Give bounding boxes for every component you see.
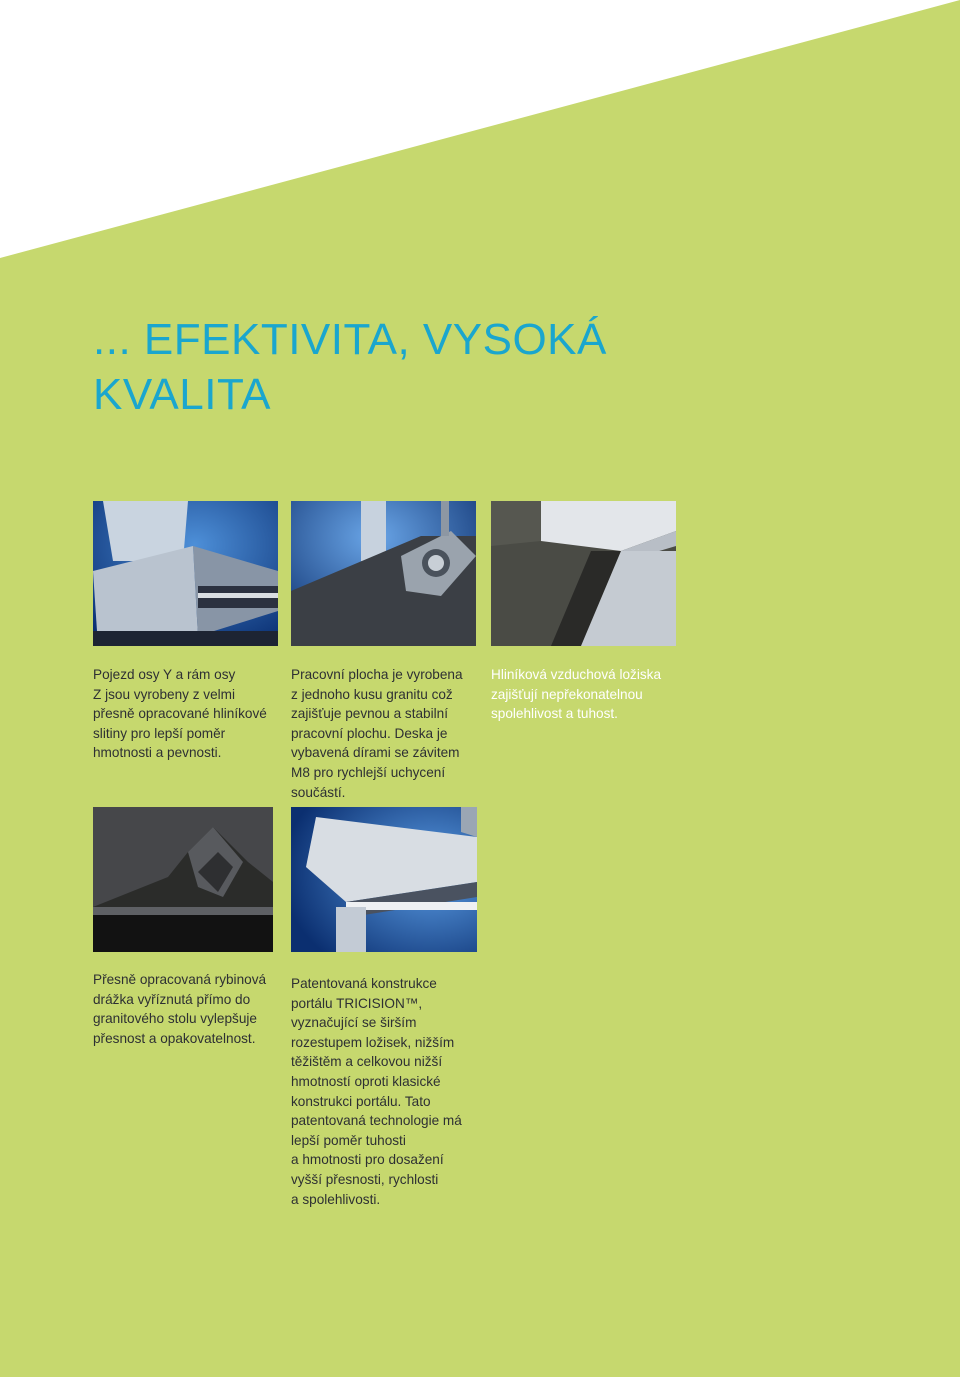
caption-line: Patentovaná konstrukce — [291, 976, 437, 991]
caption-air-bearing — [491, 665, 661, 724]
caption-line: granitového stolu vylepšuje — [93, 1011, 257, 1027]
heading-line-1: ... EFEKTIVITA, VYSOKÁ — [93, 315, 607, 364]
caption-line: hmotností oproti klasické — [291, 1073, 441, 1089]
caption-line: slitiny pro lepší poměr — [93, 725, 226, 741]
caption-line: přesnost a opakovatelnost. — [93, 1030, 256, 1046]
caption-line: z jednoho kusu granitu což — [291, 686, 453, 702]
caption-line: konstrukci portálu. Tato — [291, 1093, 431, 1109]
air-bearing-photo — [491, 501, 676, 646]
caption-tricision-gantry — [291, 974, 462, 1209]
caption-line: hmotnosti a pevnosti. — [93, 745, 222, 761]
caption-line: pracovní plochu. Deska je — [291, 725, 448, 741]
caption-line: lepší poměr tuhosti — [291, 1132, 406, 1148]
caption-line: drážka vyříznutá přímo do — [93, 991, 251, 1007]
caption-line: Z jsou vyrobeny z velmi — [93, 686, 236, 702]
caption-line: přesně opracované hliníkové — [93, 706, 267, 722]
caption-line: Přesně opracovaná rybinová — [93, 972, 267, 987]
caption-line: rozestupem ložisek, nižším — [291, 1034, 455, 1050]
caption-line: spolehlivost a tuhost. — [491, 706, 618, 722]
caption-line: Pojezd osy Y a rám osy — [93, 667, 236, 682]
caption-line: zajišťují nepřekonatelnou — [491, 686, 643, 702]
caption-line: Pracovní plocha je vyrobena — [291, 667, 463, 682]
granite-work-table-photo — [291, 501, 476, 646]
caption-line: těžištěm a celkovou nižší — [291, 1054, 443, 1070]
caption-line: patentovaná technologie má — [291, 1113, 462, 1129]
caption-line: součástí. — [291, 784, 346, 800]
caption-line: a spolehlivosti. — [291, 1191, 381, 1207]
caption-line: vybavená dírami se závitem — [291, 745, 460, 761]
caption-line: zajišťuje pevnou a stabilní — [291, 706, 448, 722]
dovetail-groove-photo — [93, 807, 273, 952]
caption-line: a hmotnosti pro dosažení — [291, 1152, 444, 1168]
page-heading — [93, 312, 607, 422]
caption-line: vyšší přesnosti, rychlosti — [291, 1171, 439, 1187]
caption-dovetail-groove — [93, 970, 266, 1048]
tricision-gantry-photo — [291, 807, 477, 952]
caption-granite-table — [291, 665, 463, 802]
caption-line: portálu TRICISION™, — [291, 995, 423, 1011]
caption-line: vyznačující se širším — [291, 1015, 417, 1031]
gantry-y-axis-aluminium-photo — [93, 501, 278, 646]
caption-gantry-y-axis — [93, 665, 267, 763]
caption-line: M8 pro rychlejší uchycení — [291, 764, 446, 780]
caption-line: Hliníková vzduchová ložiska — [491, 667, 662, 682]
heading-line-2: KVALITA — [93, 370, 271, 419]
